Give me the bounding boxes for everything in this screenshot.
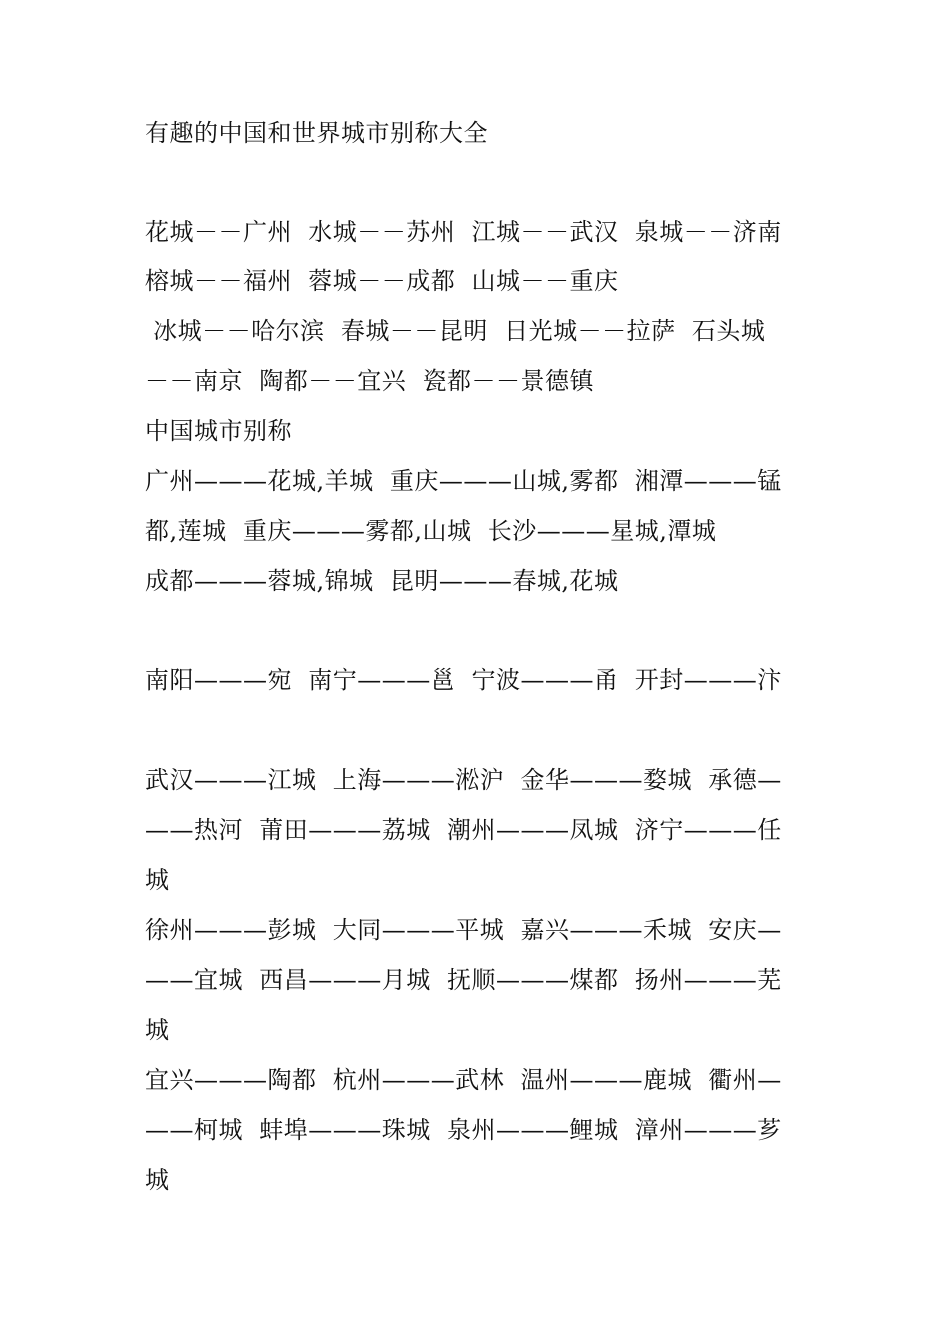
text-line: 武汉———江城 上海———淞沪 金华———婺城 承德— bbox=[145, 766, 782, 794]
section-heading: 中国城市别称 bbox=[145, 417, 292, 445]
text-line: －－南京 陶都－－宜兴 瓷都－－景德镇 bbox=[145, 367, 595, 395]
text-line: ——宜城 西昌———月城 抚顺———煤都 扬州———芜 bbox=[145, 966, 782, 994]
text-line: 城 bbox=[145, 1016, 170, 1044]
text-line: 花城－－广州 水城－－苏州 江城－－武汉 泉城－－济南 bbox=[145, 218, 782, 246]
text-line: 城 bbox=[145, 866, 170, 894]
text-line: 城 bbox=[145, 1166, 170, 1194]
text-line: 成都———蓉城,锦城 昆明———春城,花城 bbox=[145, 567, 619, 595]
text-line: ——柯城 蚌埠———珠城 泉州———鲤城 漳州———芗 bbox=[145, 1116, 782, 1144]
text-line: 宜兴———陶都 杭州———武林 温州———鹿城 衢州— bbox=[145, 1066, 782, 1094]
text-line: 南阳———宛 南宁———邕 宁波———甬 开封———汴 bbox=[145, 666, 782, 694]
text-line: 广州———花城,羊城 重庆———山城,雾都 湘潭———锰 bbox=[145, 467, 782, 495]
text-line: 都,莲城 重庆———雾都,山城 长沙———星城,潭城 bbox=[145, 517, 717, 545]
document-title: 有趣的中国和世界城市别称大全 bbox=[145, 119, 488, 147]
text-line: 榕城－－福州 蓉城－－成都 山城－－重庆 bbox=[145, 267, 619, 295]
text-line: 徐州———彭城 大同———平城 嘉兴———禾城 安庆— bbox=[145, 916, 782, 944]
text-line: ——热河 莆田———荔城 潮州———凤城 济宁———任 bbox=[145, 816, 782, 844]
text-line: 冰城－－哈尔滨 春城－－昆明 日光城－－拉萨 石头城 bbox=[145, 317, 766, 345]
